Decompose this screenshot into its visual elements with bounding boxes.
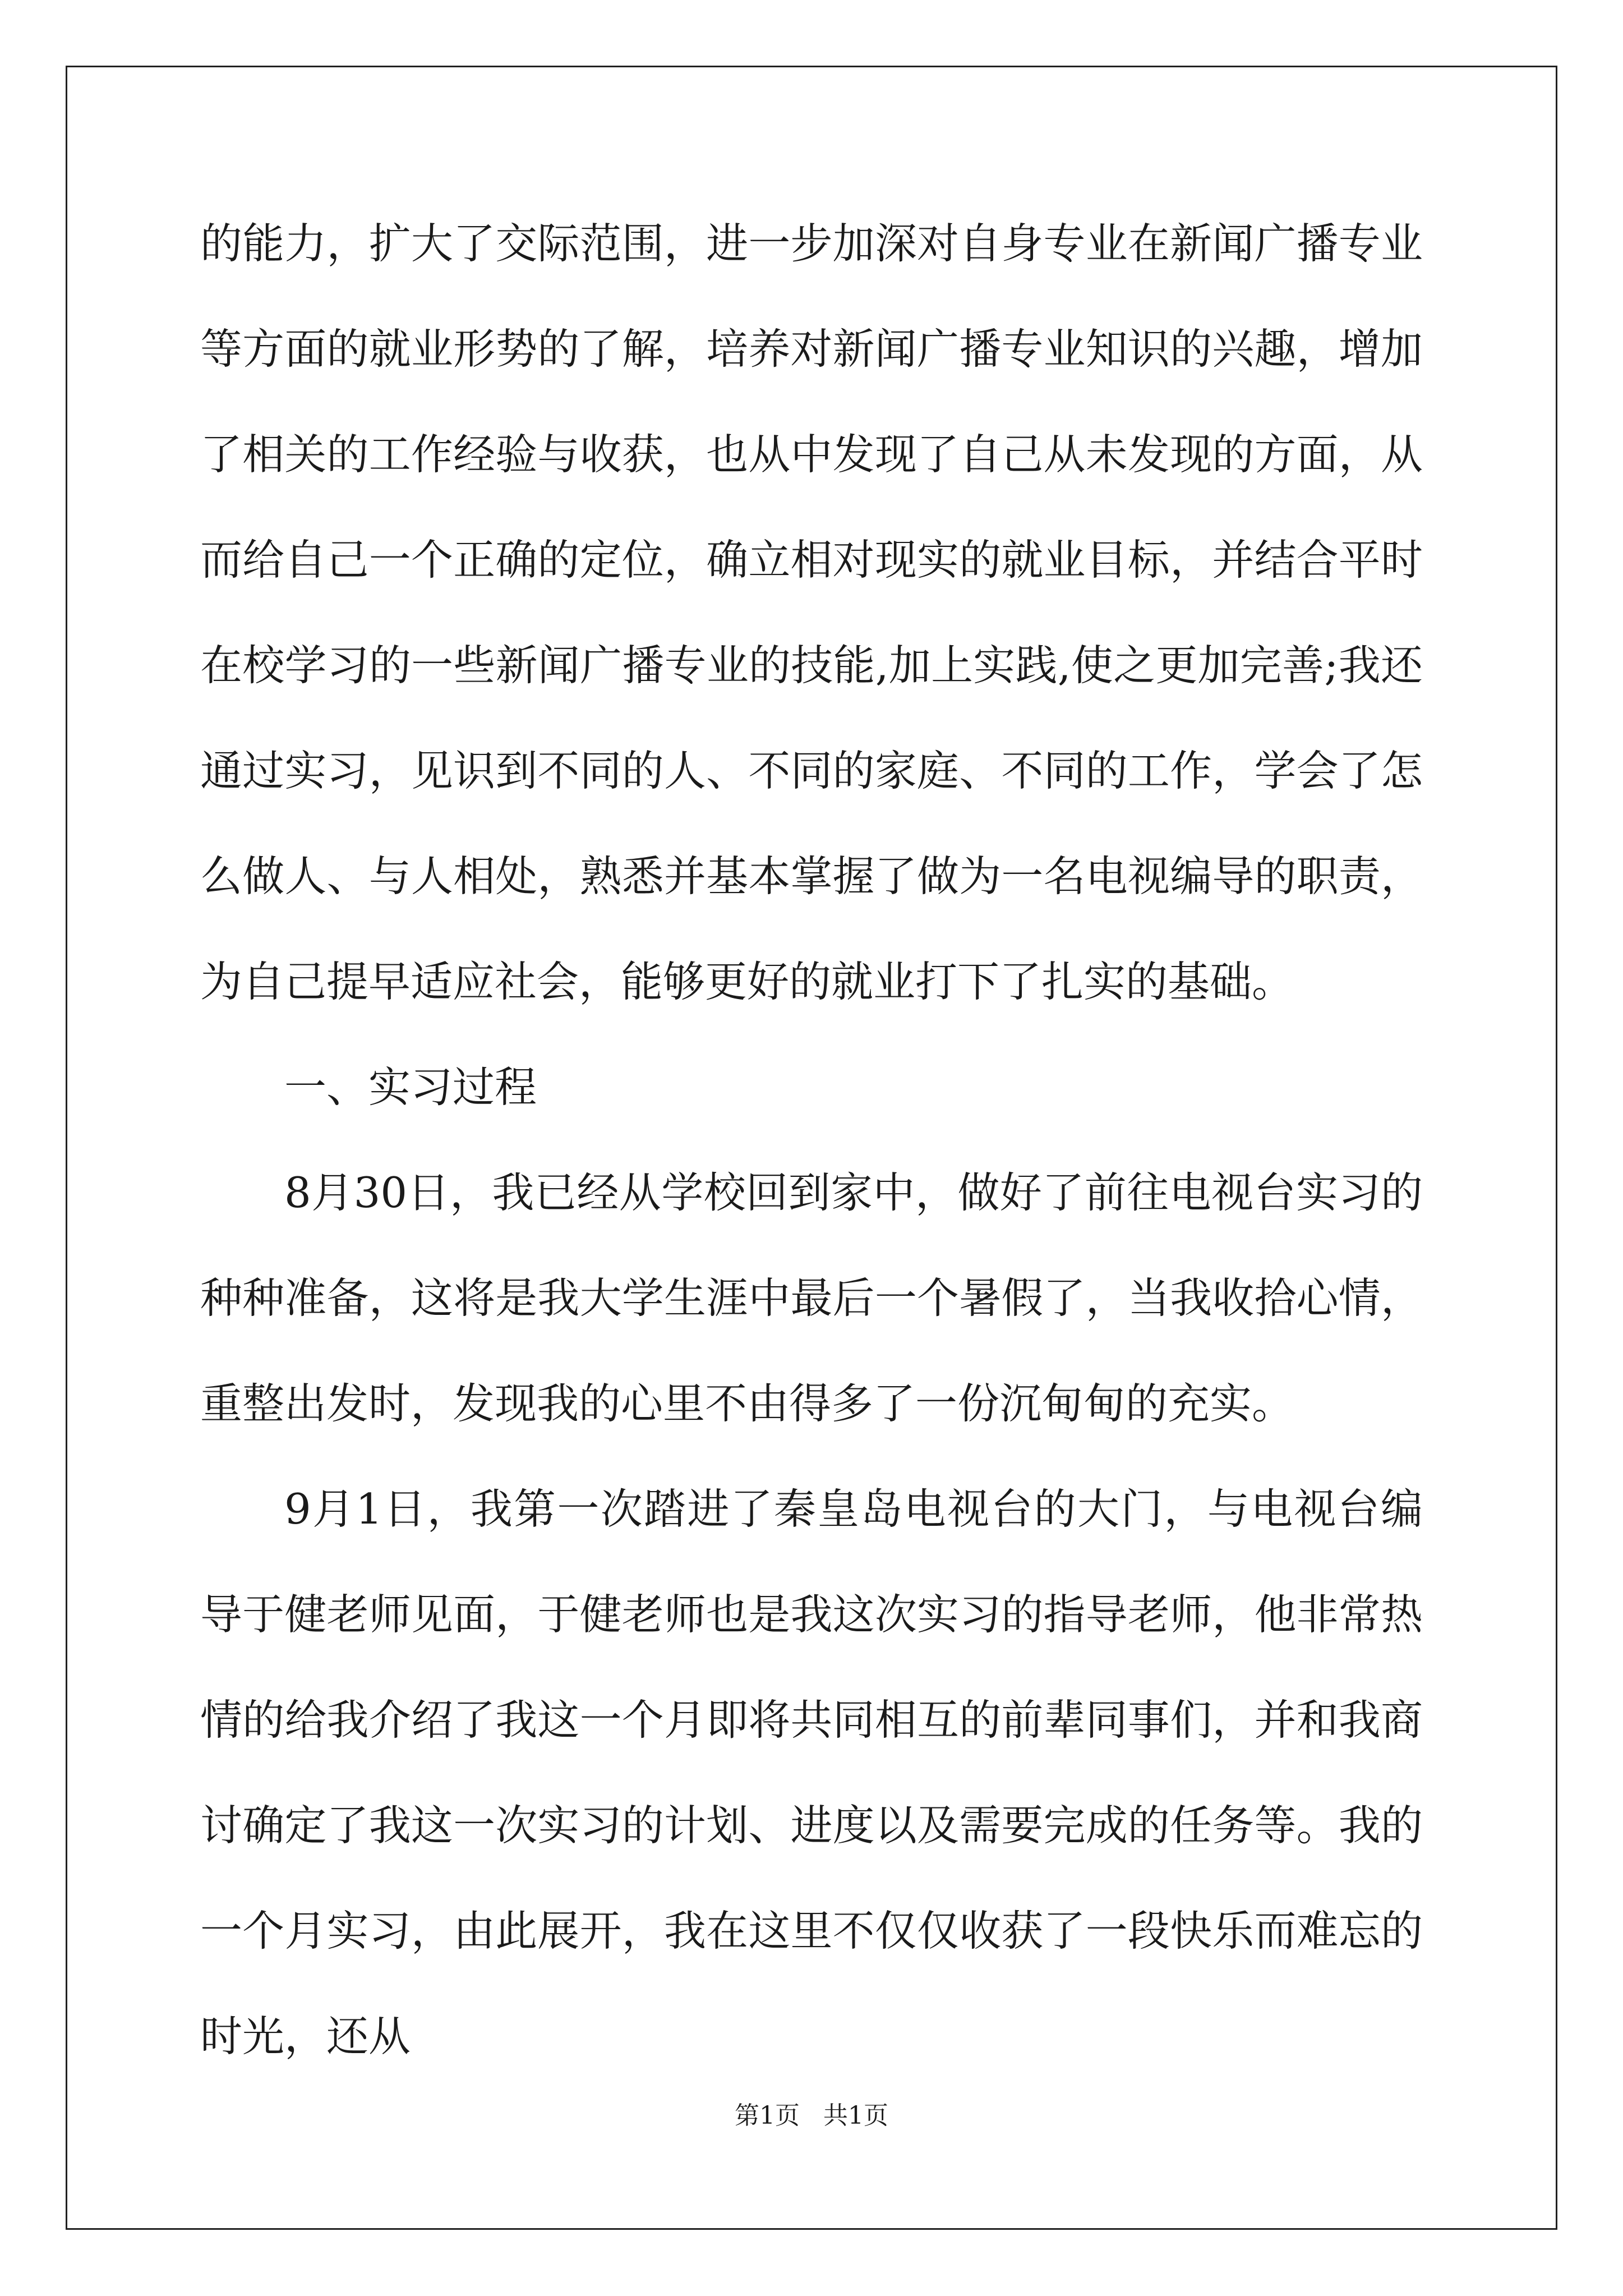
paragraph-aug-30: 8月30日，我已经从学校回到家中，做好了前往电视台实习的种种准备，这将是我大学生涯中最后一个暑假了，当我收拾心情，重整出发时，发现我的心里不由得多了一份沉甸甸的充实。 [200,1168,1423,1428]
paragraph-sep-1: 9月1日，我第一次踏进了秦皇岛电视台的大门，与电视台编导于健老师见面，于健老师也是我这次实习的指导老师，他非常热情的给我介绍了我这一个月即将共同相互的前辈同事们，并和我商讨确定了我这一次实习的计划、进度以及需要完成的任务等。我的一个月实习，由此展开，我在这里不仅仅收获了一段快乐而难忘的时光，还从 [200,1484,1423,2061]
paragraph-continuation: 的能力，扩大了交际范围，进一步加深对自身专业在新闻广播专业等方面的就业形势的了解，培养对新闻广播专业知识的兴趣，增加了相关的工作经验与收获，也从中发现了自己从未发现的方面，从而给自己一个正确的定位，确立相对现实的就业目标，并结合平时在校学习的一些新闻广播专业的技能,加上实践,使之更加完善;我还通过实习，见识到不同的人、不同的家庭、不同的工作，学会了怎么做人、与人相处，熟悉并基本掌握了做为一名电视编导的职责，为自己提早适应社会，能够更好的就业打下了扎实的基础。 [200,219,1423,1006]
page-total: 共1页 [823,2101,888,2130]
page-footer [0,2099,1623,2133]
section-heading: 一、实习过程 [284,1062,537,1112]
page-number: 第1页 [735,2101,800,2130]
document-body [200,191,1423,2089]
